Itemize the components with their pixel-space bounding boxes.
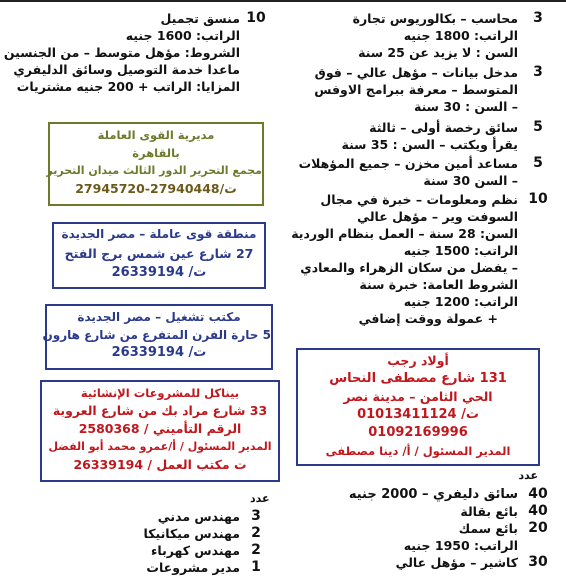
job-line: الراتب: 1800 جنيه xyxy=(403,28,518,43)
job-line: السوفت وير – مؤهل عالي xyxy=(357,209,518,224)
job-line: بائع سمك xyxy=(458,521,518,536)
job-accountant xyxy=(276,10,566,64)
job-line: مساعد أمين مخزن – جميع المؤهلات xyxy=(298,156,518,171)
box-line: الحي الثامن – مدينة نصر xyxy=(343,389,493,404)
salary-line xyxy=(276,537,566,554)
left-bottom-jobs-list xyxy=(0,508,276,576)
job-it-systems xyxy=(276,191,566,327)
job-count: 10 xyxy=(528,191,548,207)
job-line: مدخل بيانات – مؤهل عالي – فوق xyxy=(314,65,518,80)
box-phone: ت/27940448-27945720 xyxy=(75,181,237,196)
box-phone: ت/ 01013411124 xyxy=(357,407,479,422)
count-header: عدد xyxy=(250,492,270,505)
company-name: أولاد رجب xyxy=(387,353,449,368)
box-line: 27 شارع عين شمس برج الفتح xyxy=(64,246,254,261)
job-project-manager xyxy=(0,559,276,576)
job-line: – يفضل من سكان الزهراء والمعادي xyxy=(300,260,518,275)
left-jobs-list xyxy=(0,10,276,95)
job-line: المتوسط – معرفة ببرامج الاوفس xyxy=(314,82,518,97)
job-count: 30 xyxy=(528,554,548,570)
job-line: مهندس كهرباء xyxy=(151,543,240,558)
job-line: – السن : 30 سنة xyxy=(414,99,518,114)
job-line: + عمولة ووقت إضافي xyxy=(358,311,498,326)
job-line: الراتب: 1500 جنيه xyxy=(403,243,518,258)
job-line: نظم ومعلومات – خبرة في مجال xyxy=(320,192,518,207)
box-line: الرقم التأميني / 2580368 xyxy=(78,421,242,436)
job-line: مهندس مدني xyxy=(157,509,240,524)
job-line: – السن 30 سنة xyxy=(423,173,518,188)
job-warehouse-assistant xyxy=(276,155,566,191)
manpower-region-box xyxy=(52,222,266,289)
box-line: 131 شارع مصطفى النحاس xyxy=(329,371,507,386)
box-line: منطقة قوى عاملة – مصر الجديدة xyxy=(61,227,257,241)
job-count: 2 xyxy=(251,525,261,541)
right-bottom-jobs-list xyxy=(276,486,566,571)
employment-office-box xyxy=(42,304,273,370)
company-name: بيناكل للمشروعات الإنشائية xyxy=(80,386,240,400)
box-line: بالقاهرة xyxy=(132,146,180,160)
job-line: ماعدا خدمة التوصيل وسائق الدليفري xyxy=(13,62,240,77)
awlad-ragab-box xyxy=(296,348,540,466)
job-line: مهندس ميكانيكا xyxy=(143,526,240,541)
job-line: السن: 28 سنة – العمل بنظام الوردية xyxy=(291,226,518,241)
box-line: 33 شارع مراد بك من شارع العروبة xyxy=(52,403,268,418)
job-count: 20 xyxy=(528,520,548,536)
box-phone: ت مكتب العمل / 26339194 xyxy=(73,457,247,472)
job-line: مدير مشروعات xyxy=(146,560,240,575)
count-header: عدد xyxy=(518,469,538,482)
job-line: محاسب – بكالوريوس تجارة xyxy=(352,11,518,26)
job-line: الراتب: 1200 جنيه xyxy=(403,294,518,309)
box-line: المدير المسئول / أ/عمرو محمد أبو الفضل xyxy=(48,440,272,453)
job-line: الراتب: 1950 جنيه xyxy=(403,538,518,553)
job-count: 5 xyxy=(533,119,543,135)
box-line: مجمع التحرير الدور الثالث ميدان التحرير xyxy=(46,164,262,177)
job-count: 3 xyxy=(251,508,261,524)
job-beauty-coordinator xyxy=(0,10,276,95)
job-line: المزايا: الراتب + 200 جنيه مشتريات xyxy=(16,79,240,94)
job-mechanical-engineer xyxy=(0,525,276,542)
job-line: الشروط: مؤهل متوسط – من الجنسين xyxy=(3,45,240,60)
job-line: منسق تجميل xyxy=(160,11,240,26)
top-rule xyxy=(0,0,566,10)
job-count: 1 xyxy=(251,559,261,575)
job-data-entry xyxy=(276,64,566,119)
job-delivery-driver xyxy=(276,486,566,503)
job-count: 2 xyxy=(251,542,261,558)
job-count: 40 xyxy=(528,503,548,519)
job-line: الشروط العامة: خبرة سنة xyxy=(359,277,518,292)
job-line: الراتب: 1600 جنيه xyxy=(125,28,240,43)
job-count: 3 xyxy=(533,10,543,26)
box-line: مكتب تشغيل – مصر الجديدة xyxy=(77,310,241,324)
job-count: 3 xyxy=(533,64,543,80)
job-line: يقرأ ويكتب – السن : 35 سنة xyxy=(341,137,518,152)
job-line: سائق رخصة أولى – ثالثة xyxy=(369,120,518,135)
job-line: السن : لا يزيد عن 25 سنة xyxy=(358,45,518,60)
pinnacle-construction-box xyxy=(40,380,280,482)
job-civil-engineer xyxy=(0,508,276,525)
right-jobs-list xyxy=(276,10,566,327)
job-line: بائع بقالة xyxy=(460,504,518,519)
job-fish-seller xyxy=(276,520,566,537)
job-cashier xyxy=(276,554,566,571)
manpower-directorate-box xyxy=(48,122,264,206)
job-count: 40 xyxy=(528,486,548,502)
box-phone: ت/ 26339194 xyxy=(111,265,207,280)
box-line: المدير المسئول / أ/ دينا مصطفى xyxy=(325,444,511,458)
box-line: 5 حارة الفرن المتفرع من شارع هارون xyxy=(42,328,271,342)
job-grocery-seller xyxy=(276,503,566,520)
job-count: 5 xyxy=(533,155,543,171)
box-phone: ت/ 26339194 xyxy=(111,345,207,360)
job-count: 10 xyxy=(246,10,266,26)
box-phone: 01092169996 xyxy=(368,425,468,440)
job-line: سائق دليفري – 2000 جنيه xyxy=(348,487,518,502)
job-driver xyxy=(276,119,566,155)
box-line: مديرية القوى العاملة xyxy=(97,128,215,142)
job-electrical-engineer xyxy=(0,542,276,559)
job-line: كاشير – مؤهل عالي xyxy=(395,555,518,570)
